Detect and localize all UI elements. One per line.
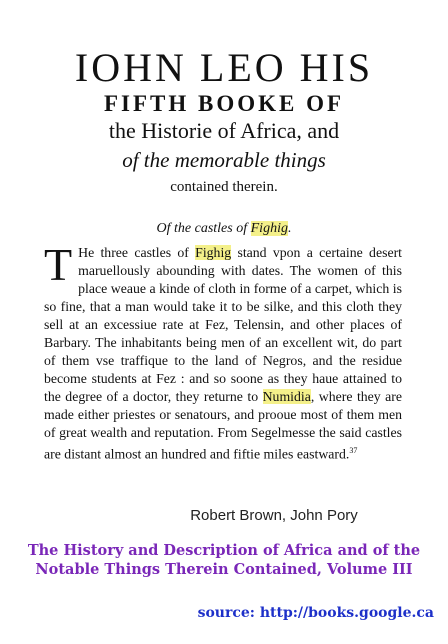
- title-line-1: IOHN LEO HIS: [74, 45, 374, 90]
- title-line-3: the Historie of Africa, and: [108, 118, 340, 143]
- authors: Robert Brown, John Pory: [190, 507, 358, 524]
- highlighted-place-name: Fighig: [250, 221, 288, 236]
- title-line-5: contained therein.: [170, 179, 278, 195]
- footnote-marker: 37: [349, 446, 358, 455]
- book-title-line-2: Notable Things Therein Contained, Volume III: [35, 561, 413, 578]
- passage-body: [44, 239, 402, 464]
- passage-text-3: , where they are made either priestes or senatours, and prooue most of them men of great wealth and reputation. From Segelmesse the said castles are distant almost an hundred and fiftie miles eastward.: [44, 389, 402, 462]
- drop-cap: T: [44, 239, 73, 290]
- book-title: [0, 541, 448, 579]
- source-link[interactable]: source: http://books.google.ca: [197, 605, 434, 621]
- subheading-suffix: .: [287, 221, 292, 236]
- highlighted-fighig: Fighig: [195, 245, 232, 260]
- highlighted-numidia: Numidia: [262, 389, 311, 404]
- title-line-2: FIFTH BOOKE OF: [103, 91, 345, 116]
- title-line-4: of the memorable things: [122, 148, 326, 172]
- passage-paragraph: [44, 239, 402, 464]
- book-title-line-1: The History and Description of Africa and of the: [27, 542, 421, 559]
- passage-text-2: stand vpon a certaine desert maruellously abounding with dates. The women of this place weaue a kinde of cloth in forme of a carpet, which is so fine, that a man would take it to be silke, and this cloth they sell at an excessiue rate at Fez, Telensin, and other places of Barbary. The inhabitants being men of an excellent wit, do part of them vse traffique to the land of Negros, and the residue become students at Fez : and so soone as they haue attained to the degree of a doctor, they returne to: [44, 245, 402, 404]
- section-subheading: [0, 221, 448, 237]
- passage-text-1: He three castles of: [78, 245, 196, 260]
- subheading-prefix: Of the castles of: [156, 221, 251, 236]
